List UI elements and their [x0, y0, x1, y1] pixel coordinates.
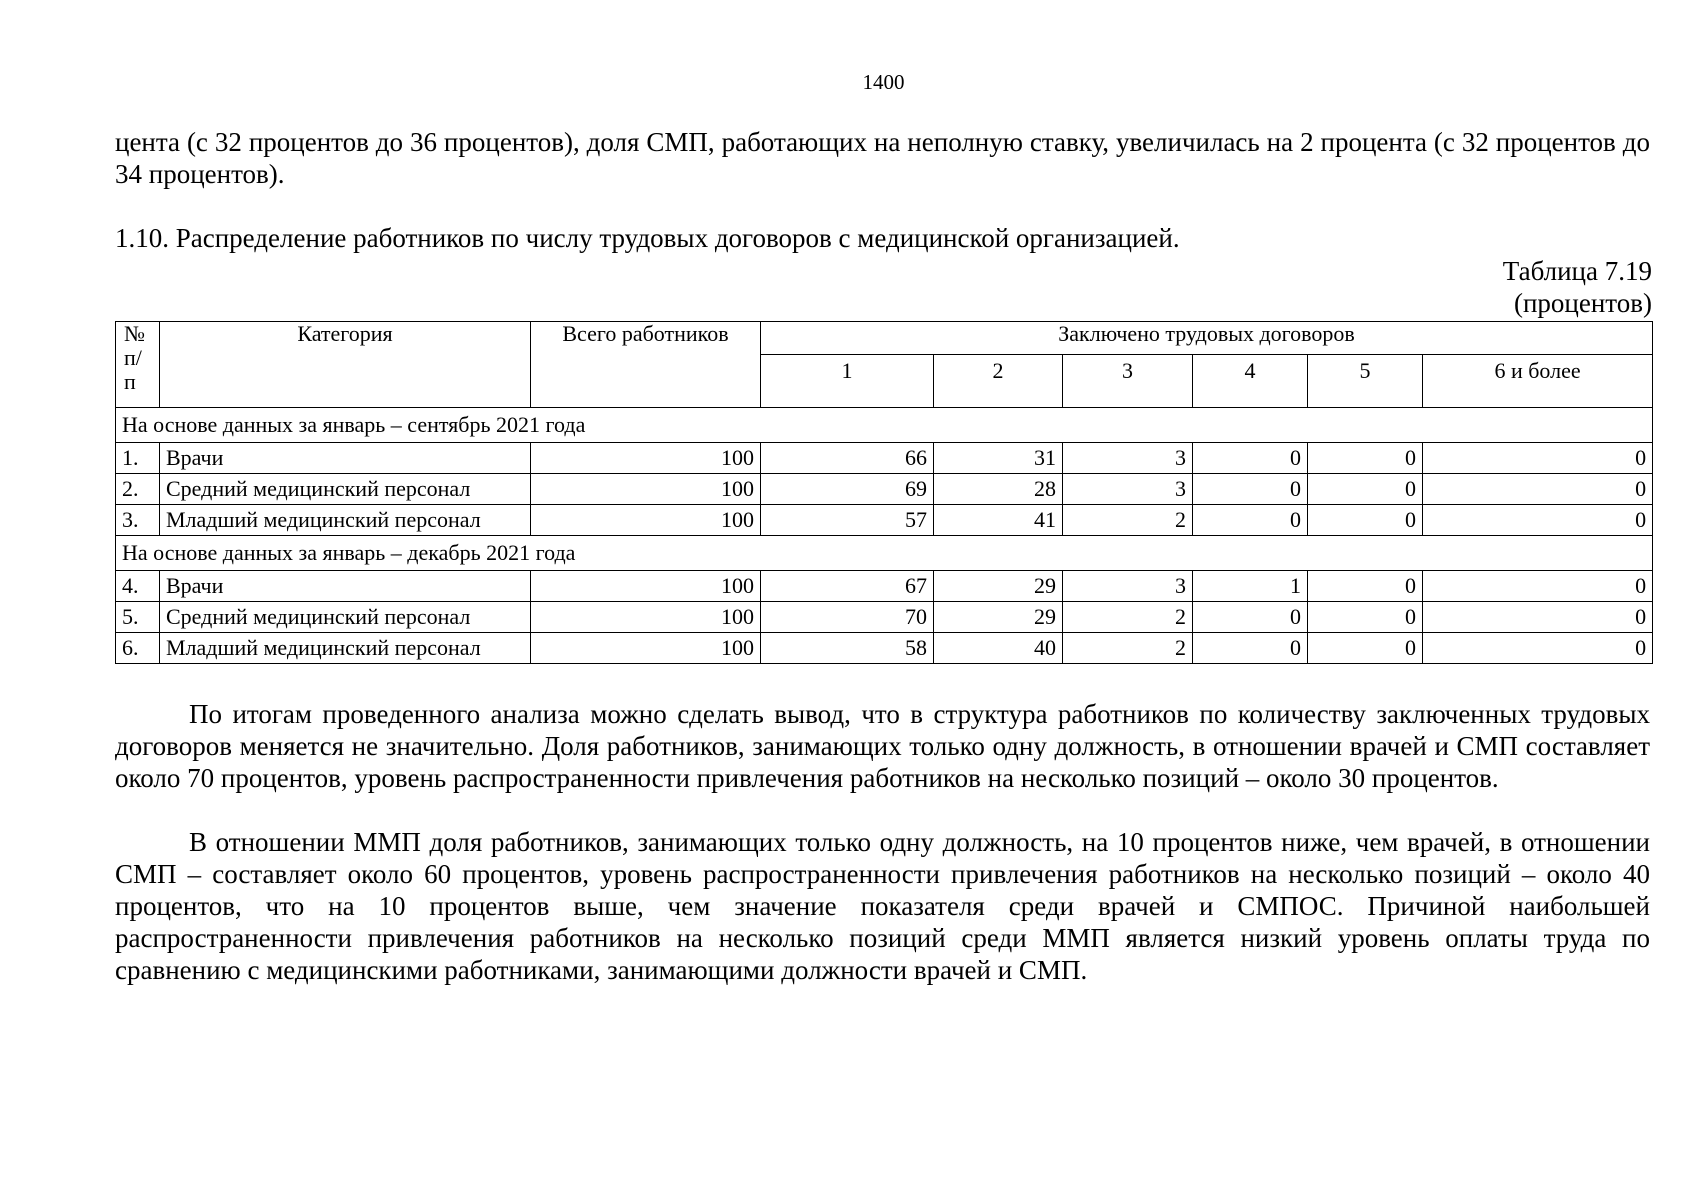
row-value: 29 — [934, 571, 1063, 602]
row-value: 0 — [1423, 633, 1653, 664]
page-number: 1400 — [862, 70, 905, 94]
header-contracts-6plus: 6 и более — [1423, 355, 1653, 408]
table-caption — [1503, 255, 1652, 319]
row-value: 2 — [1063, 505, 1193, 536]
row-value: 2 — [1063, 602, 1193, 633]
row-value: 3 — [1063, 571, 1193, 602]
row-value: 67 — [761, 571, 934, 602]
row-value: 0 — [1193, 443, 1308, 474]
row-value: 0 — [1193, 474, 1308, 505]
row-value: 57 — [761, 505, 934, 536]
row-total: 100 — [531, 443, 761, 474]
row-category: Средний медицинский персонал — [160, 602, 531, 633]
section-title: На основе данных за январь – сентябрь 2021 года — [116, 408, 1653, 443]
row-value: 0 — [1193, 633, 1308, 664]
row-total: 100 — [531, 474, 761, 505]
row-value: 28 — [934, 474, 1063, 505]
row-num: 4. — [116, 571, 160, 602]
row-value: 58 — [761, 633, 934, 664]
row-value: 29 — [934, 602, 1063, 633]
table-row — [116, 443, 1653, 474]
header-contracts-5: 5 — [1308, 355, 1423, 408]
row-value: 0 — [1423, 602, 1653, 633]
row-num: 1. — [116, 443, 160, 474]
row-value: 0 — [1423, 474, 1653, 505]
row-category: Младший медицинский персонал — [160, 505, 531, 536]
row-value: 1 — [1193, 571, 1308, 602]
row-total: 100 — [531, 571, 761, 602]
header-contracts-1: 1 — [761, 355, 934, 408]
header-total: Всего работников — [531, 322, 761, 408]
row-value: 2 — [1063, 633, 1193, 664]
row-category: Средний медицинский персонал — [160, 474, 531, 505]
row-value: 0 — [1423, 505, 1653, 536]
row-total: 100 — [531, 505, 761, 536]
header-num: № п/ п — [116, 322, 160, 408]
row-num: 5. — [116, 602, 160, 633]
section-heading: 1.10. Распределение работников по числу трудовых договоров с медицинской организацией. — [115, 223, 1180, 253]
row-category: Младший медицинский персонал — [160, 633, 531, 664]
header-contracts-2: 2 — [934, 355, 1063, 408]
body-paragraph: По итогам проведенного анализа можно сделать вывод, что в структура работников по количеству заключенных трудовых договоров меняется не значительно. Доля работников, занимающих только одну должность, в отношении врачей и СМП составляет около 70 процентов, уровень распространенности привлечения работников на несколько позиций – около 30 процентов. — [115, 699, 1650, 793]
section-title: На основе данных за январь – декабрь 2021 года — [116, 536, 1653, 571]
row-category: Врачи — [160, 571, 531, 602]
table-row — [116, 505, 1653, 536]
contracts-table — [115, 321, 1653, 664]
row-value: 0 — [1308, 505, 1423, 536]
row-value: 40 — [934, 633, 1063, 664]
continuation-paragraph: цента (с 32 процентов до 36 процентов), доля СМП, работающих на неполную ставку, увеличилась на 2 процента (с 32 процентов до 34 процентов). — [115, 127, 1650, 189]
row-value: 0 — [1308, 602, 1423, 633]
row-total: 100 — [531, 602, 761, 633]
row-value: 3 — [1063, 443, 1193, 474]
table-row — [116, 571, 1653, 602]
row-value: 66 — [761, 443, 934, 474]
row-value: 0 — [1308, 474, 1423, 505]
table-row — [116, 474, 1653, 505]
section-row — [116, 536, 1653, 571]
header-contracts-3: 3 — [1063, 355, 1193, 408]
header-category: Категория — [160, 322, 531, 408]
body-paragraph: В отношении ММП доля работников, занимающих только одну должность, на 10 процентов ниже, чем врачей, в отношении СМП – составляет около 60 процентов, уровень распространенности привлечения работников на несколько позиций – около 40 процентов, что на 10 процентов выше, чем значение показателя среди врачей и СМПОС. Причиной наибольшей распространенности привлечения работников на несколько позиций среди ММП является низкий уровень оплаты труда по сравнению с медицинскими работниками, занимающими должности врачей и СМП. — [115, 827, 1650, 985]
row-total: 100 — [531, 633, 761, 664]
row-value: 0 — [1308, 633, 1423, 664]
table-units: (процентов) — [1513, 288, 1652, 318]
row-value: 31 — [934, 443, 1063, 474]
row-value: 0 — [1308, 443, 1423, 474]
row-value: 41 — [934, 505, 1063, 536]
row-value: 0 — [1193, 505, 1308, 536]
row-num: 6. — [116, 633, 160, 664]
row-value: 0 — [1308, 571, 1423, 602]
row-value: 0 — [1423, 571, 1653, 602]
section-row — [116, 408, 1653, 443]
row-value: 0 — [1193, 602, 1308, 633]
row-category: Врачи — [160, 443, 531, 474]
row-num: 2. — [116, 474, 160, 505]
row-value: 3 — [1063, 474, 1193, 505]
header-contracts-group: Заключено трудовых договоров — [761, 322, 1653, 355]
table-title: Таблица 7.19 — [1502, 256, 1652, 286]
header-contracts-4: 4 — [1193, 355, 1308, 408]
table-row — [116, 602, 1653, 633]
row-value: 70 — [761, 602, 934, 633]
table-row — [116, 633, 1653, 664]
row-value: 0 — [1423, 443, 1653, 474]
row-value: 69 — [761, 474, 934, 505]
row-num: 3. — [116, 505, 160, 536]
